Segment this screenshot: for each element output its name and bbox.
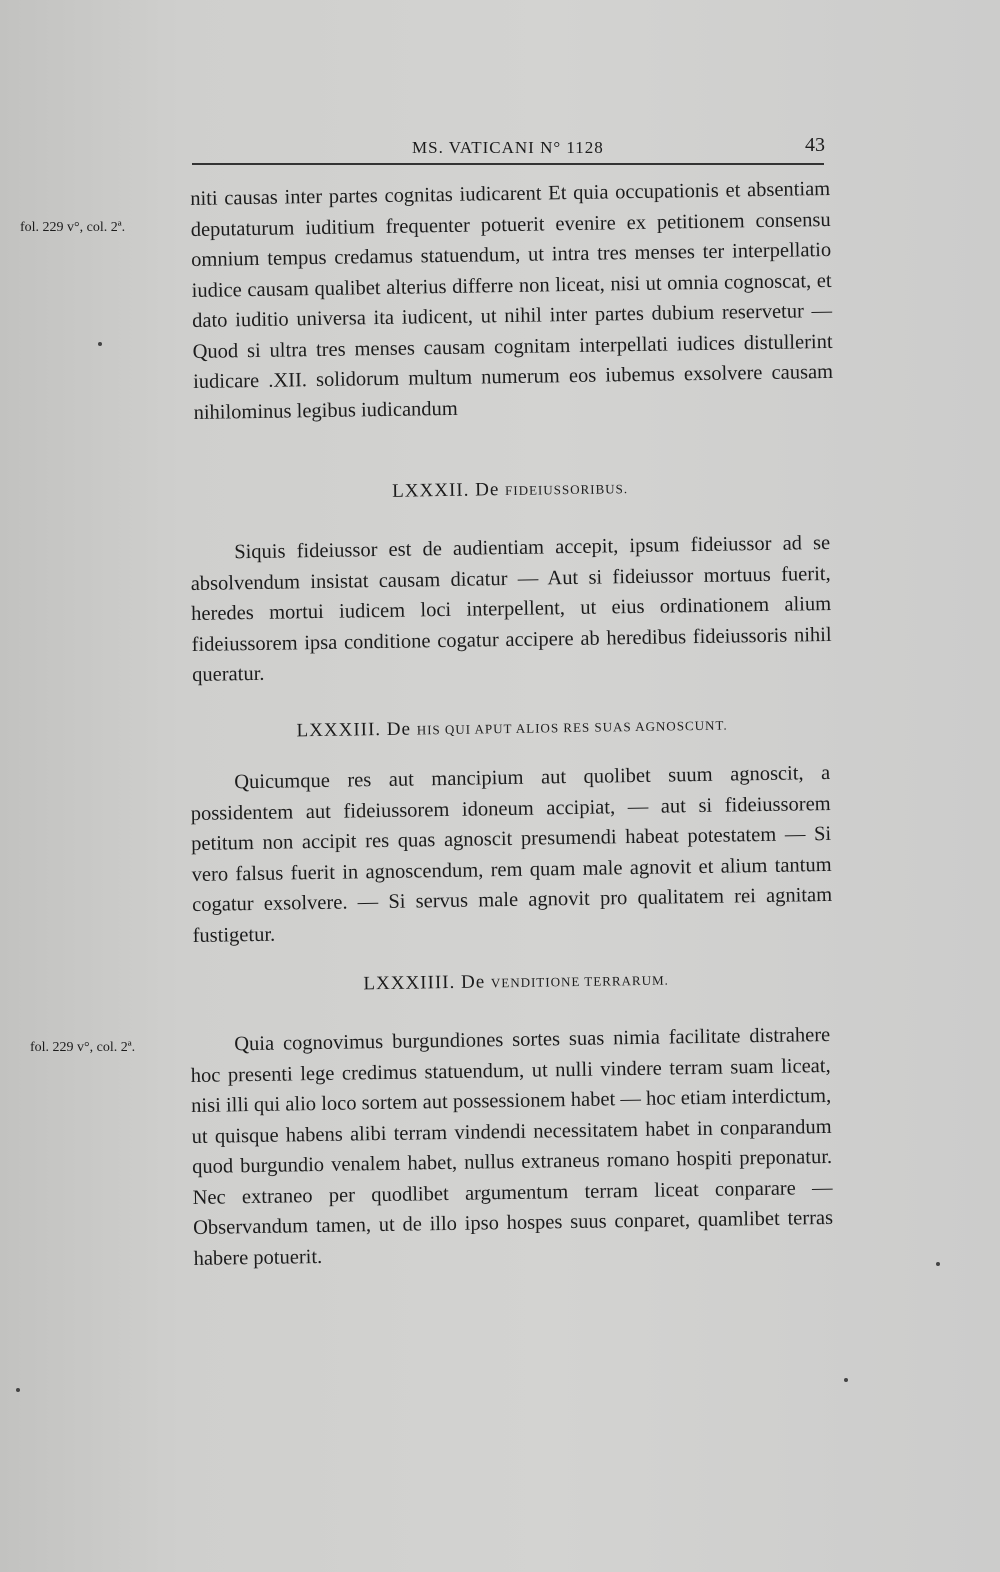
section-heading	[196, 966, 836, 998]
section-number: LXXXII.	[392, 479, 470, 502]
section-heading	[192, 712, 832, 744]
paragraph-text: Quia cognovimus burgundiones sortes suas nimia facilitate distrahere hoc presenti lege credimus statuendum, ut nulli vindere terram suam liceat, nisi illi qui alio loco sortem aut possessionem habet — hoc etiam interdictum, ut quisque habens alibi terram vindendi necessitatem habet in conparandum quod burgundio venalem habet, nullus extraneus romano hospiti preponatur. Nec extraneo per quodlibet argumentum terram liceat conparare — Observandum tamen, ut de illo ipso hospes suus conparet, quamlibet terras habere potuerit.	[190, 1023, 834, 1270]
paper-speck	[16, 1388, 20, 1392]
page-number: 43	[805, 134, 825, 156]
section-body	[190, 1020, 834, 1274]
paper-speck	[844, 1378, 848, 1382]
margin-note-folio: fol. 229 v°, col. 2ª.	[30, 1040, 136, 1055]
paper-speck	[936, 1262, 940, 1266]
section-title: HIS QUI APUT ALIOS RES SUAS AGNOSCUNT.	[416, 717, 728, 738]
section-title-initial: De	[386, 718, 412, 740]
section-title: FIDEIUSSORIBUS.	[504, 481, 629, 499]
paper-speck	[98, 342, 102, 346]
paragraph-text: niti causas inter partes cognitas iudicarent Et quia occupationis et absentiam deputaturum iuditium frequenter potuerit evenire ex petitionem consensu omnium tempus credamus statuendum, ut intra tres menses ter interpellatio iudice causam qualibet alterius differre non liceat, nisi ut omnia cognoscat, et dato iuditio universa ita iudicent, ut nihil inter partes dubium reservetur — Quod si ultra tres menses causam cognitam interpellati iudices distullerint iudicare .XII. solidorum multum numerum eos iubemus exsolvere causam nihilominus legibus iudicandum	[190, 177, 834, 424]
section-heading	[190, 474, 830, 506]
paragraph-text: Quicumque res aut mancipium aut quolibet suum agnoscit, a possidentem aut fideiussorem idoneum accipiat, — aut si fideiussorem petitum non accipit res quas agnoscit presumendi habeat potestatem — Si vero falsus fuerit in agnoscendum, rem quam male agnovit et alium tantum cogatur exsolvere. — Si servus male agnovit pro qualitatem rei agnitam fustigetur.	[190, 761, 833, 947]
section-title: VENDITIONE TERRARUM.	[490, 972, 669, 991]
paragraph-text: Siquis fideiussor est de audientiam accepit, ipsum fideiussor ad se absolvendum insistat causam dicatur — Aut si fideiussor mortuus fuerit, heredes mortui iudicem loci interpellent, ut eius ordinationem alium fideiussorem ipsa conditione cogatur accipere ab heredibus fideiussoris nihil queratur.	[190, 531, 832, 686]
section-title-initial: De	[474, 479, 500, 501]
margin-note-folio: fol. 229 v°, col. 2ª.	[20, 220, 126, 235]
section-body	[190, 758, 833, 951]
section-body	[190, 528, 832, 691]
section-number: LXXXIIII.	[363, 971, 456, 995]
intro-paragraph	[190, 174, 834, 428]
header-rule	[192, 163, 824, 165]
running-title: MS. VATICANI N° 1128	[412, 138, 604, 157]
page-header	[190, 134, 825, 164]
section-title-initial: De	[460, 971, 486, 993]
section-number: LXXXIII.	[296, 719, 382, 742]
